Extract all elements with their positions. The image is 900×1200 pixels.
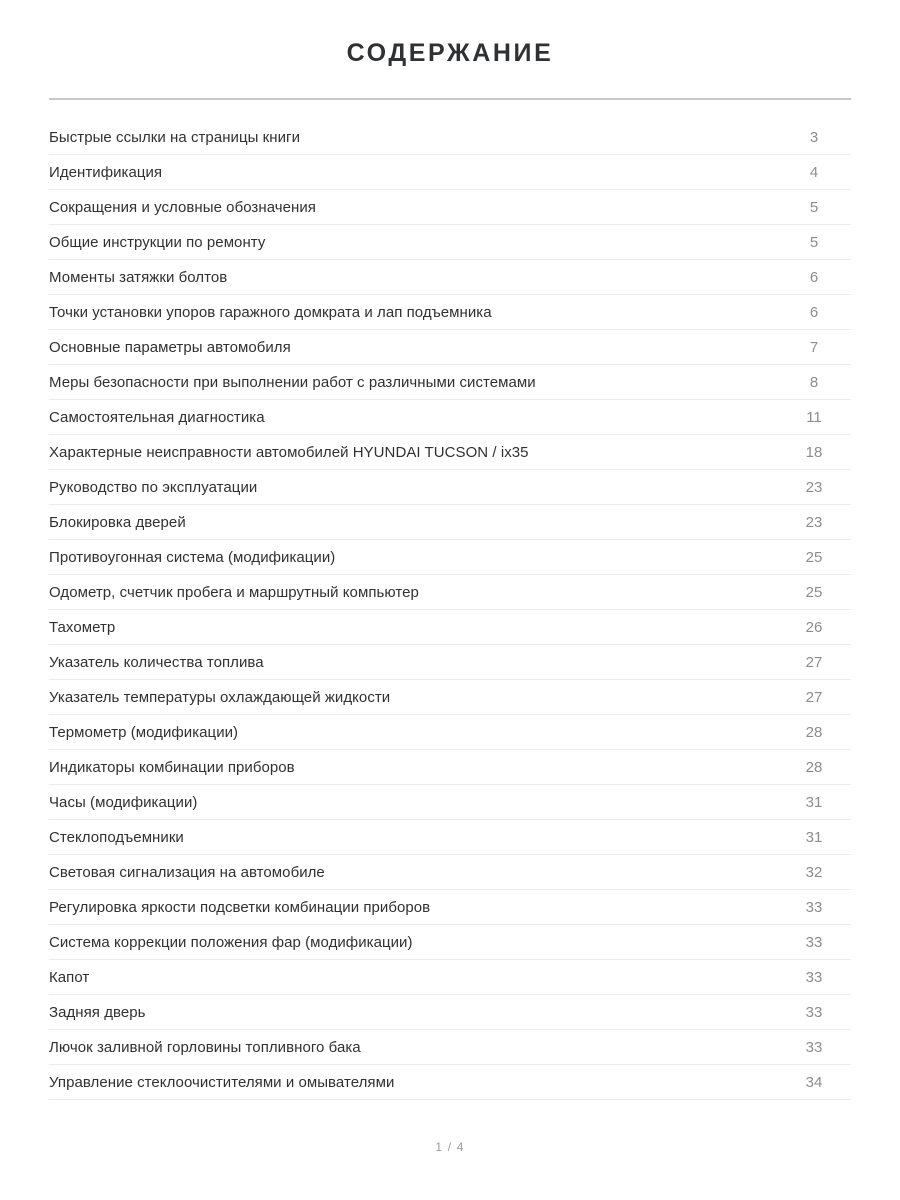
toc-entry-page-number[interactable]: 28 <box>777 750 851 785</box>
toc-entry-page-number[interactable]: 28 <box>777 715 851 750</box>
toc-entry-page-number[interactable]: 18 <box>777 435 851 470</box>
toc-entry-label[interactable]: Термометр (модификации) <box>49 715 777 750</box>
toc-entry-page-number[interactable]: 33 <box>777 925 851 960</box>
toc-entry[interactable] <box>49 540 851 575</box>
toc-entry-label[interactable]: Точки установки упоров гаражного домкрата и лап подъемника <box>49 295 777 330</box>
toc-entry[interactable] <box>49 645 851 680</box>
toc-entry-page-number[interactable]: 6 <box>777 260 851 295</box>
toc-entry[interactable] <box>49 505 851 540</box>
toc-entry[interactable] <box>49 365 851 400</box>
toc-entry[interactable] <box>49 995 851 1030</box>
toc-entry-page-number[interactable]: 34 <box>777 1065 851 1100</box>
toc-entry[interactable] <box>49 470 851 505</box>
toc-entry-page-number[interactable]: 27 <box>777 645 851 680</box>
toc-entry-page-number[interactable]: 31 <box>777 785 851 820</box>
toc-entry[interactable] <box>49 855 851 890</box>
toc-entry-label[interactable]: Система коррекции положения фар (модификации) <box>49 925 777 960</box>
toc-entry[interactable] <box>49 330 851 365</box>
toc-entry-page-number[interactable]: 25 <box>777 575 851 610</box>
page-pagination: 1 / 4 <box>435 1140 465 1154</box>
toc-entry[interactable] <box>49 190 851 225</box>
toc-entry[interactable] <box>49 260 851 295</box>
toc-entry-page-number[interactable]: 6 <box>777 295 851 330</box>
toc-entry[interactable] <box>49 750 851 785</box>
toc-entry[interactable] <box>49 1065 851 1100</box>
toc-entry[interactable] <box>49 715 851 750</box>
toc-entry[interactable] <box>49 435 851 470</box>
toc-entry-label[interactable]: Стеклоподъемники <box>49 820 777 855</box>
toc-list-body <box>49 120 851 1100</box>
toc-entry[interactable] <box>49 925 851 960</box>
toc-entry-label[interactable]: Тахометр <box>49 610 777 645</box>
toc-entry-label[interactable]: Меры безопасности при выполнении работ с различными системами <box>49 365 777 400</box>
toc-entry-label[interactable]: Руководство по эксплуатации <box>49 470 777 505</box>
toc-entry[interactable] <box>49 295 851 330</box>
toc-entry-page-number[interactable]: 5 <box>777 190 851 225</box>
toc-entry-page-number[interactable]: 25 <box>777 540 851 575</box>
toc-entry-label[interactable]: Указатель температуры охлаждающей жидкости <box>49 680 777 715</box>
toc-entry-page-number[interactable]: 33 <box>777 1030 851 1065</box>
toc-entry-label[interactable]: Идентификация <box>49 155 777 190</box>
toc-entry[interactable] <box>49 890 851 925</box>
toc-entry-page-number[interactable]: 26 <box>777 610 851 645</box>
toc-entry-label[interactable]: Указатель количества топлива <box>49 645 777 680</box>
toc-entry-label[interactable]: Капот <box>49 960 777 995</box>
toc-entry-page-number[interactable]: 7 <box>777 330 851 365</box>
toc-top-divider <box>49 98 851 100</box>
toc-entry-page-number[interactable]: 32 <box>777 855 851 890</box>
toc-entry[interactable] <box>49 225 851 260</box>
table-of-contents <box>49 98 851 1100</box>
toc-list <box>49 120 851 1100</box>
toc-entry[interactable] <box>49 1030 851 1065</box>
toc-entry-page-number[interactable]: 3 <box>777 120 851 155</box>
toc-entry-label[interactable]: Часы (модификации) <box>49 785 777 820</box>
toc-entry-label[interactable]: Индикаторы комбинации приборов <box>49 750 777 785</box>
toc-entry[interactable] <box>49 960 851 995</box>
toc-entry-label[interactable]: Быстрые ссылки на страницы книги <box>49 120 777 155</box>
toc-entry-label[interactable]: Световая сигнализация на автомобиле <box>49 855 777 890</box>
toc-entry-page-number[interactable]: 33 <box>777 995 851 1030</box>
toc-entry[interactable] <box>49 680 851 715</box>
toc-entry-page-number[interactable]: 31 <box>777 820 851 855</box>
toc-entry-label[interactable]: Управление стеклоочистителями и омывателями <box>49 1065 777 1100</box>
toc-entry-page-number[interactable]: 8 <box>777 365 851 400</box>
toc-entry[interactable] <box>49 155 851 190</box>
toc-entry-page-number[interactable]: 11 <box>777 400 851 435</box>
toc-entry-page-number[interactable]: 27 <box>777 680 851 715</box>
toc-entry-page-number[interactable]: 4 <box>777 155 851 190</box>
toc-entry-page-number[interactable]: 23 <box>777 470 851 505</box>
toc-entry[interactable] <box>49 820 851 855</box>
toc-entry-label[interactable]: Задняя дверь <box>49 995 777 1030</box>
toc-entry[interactable] <box>49 785 851 820</box>
toc-entry-label[interactable]: Сокращения и условные обозначения <box>49 190 777 225</box>
toc-entry[interactable] <box>49 610 851 645</box>
toc-entry-label[interactable]: Регулировка яркости подсветки комбинации приборов <box>49 890 777 925</box>
toc-entry[interactable] <box>49 575 851 610</box>
toc-entry-label[interactable]: Самостоятельная диагностика <box>49 400 777 435</box>
toc-entry[interactable] <box>49 120 851 155</box>
toc-entry-page-number[interactable]: 33 <box>777 890 851 925</box>
toc-entry-label[interactable]: Блокировка дверей <box>49 505 777 540</box>
toc-entry-label[interactable]: Общие инструкции по ремонту <box>49 225 777 260</box>
toc-entry-label[interactable]: Моменты затяжки болтов <box>49 260 777 295</box>
toc-entry-label[interactable]: Противоугонная система (модификации) <box>49 540 777 575</box>
toc-entry-page-number[interactable]: 5 <box>777 225 851 260</box>
toc-entry-label[interactable]: Лючок заливной горловины топливного бака <box>49 1030 777 1065</box>
toc-entry-page-number[interactable]: 33 <box>777 960 851 995</box>
toc-entry-label[interactable]: Характерные неисправности автомобилей HYUNDAI TUCSON / ix35 <box>49 435 777 470</box>
toc-entry-label[interactable]: Одометр, счетчик пробега и маршрутный компьютер <box>49 575 777 610</box>
toc-entry[interactable] <box>49 400 851 435</box>
toc-entry-label[interactable]: Основные параметры автомобиля <box>49 330 777 365</box>
page-title: СОДЕРЖАНИЕ <box>346 39 554 67</box>
toc-entry-page-number[interactable]: 23 <box>777 505 851 540</box>
